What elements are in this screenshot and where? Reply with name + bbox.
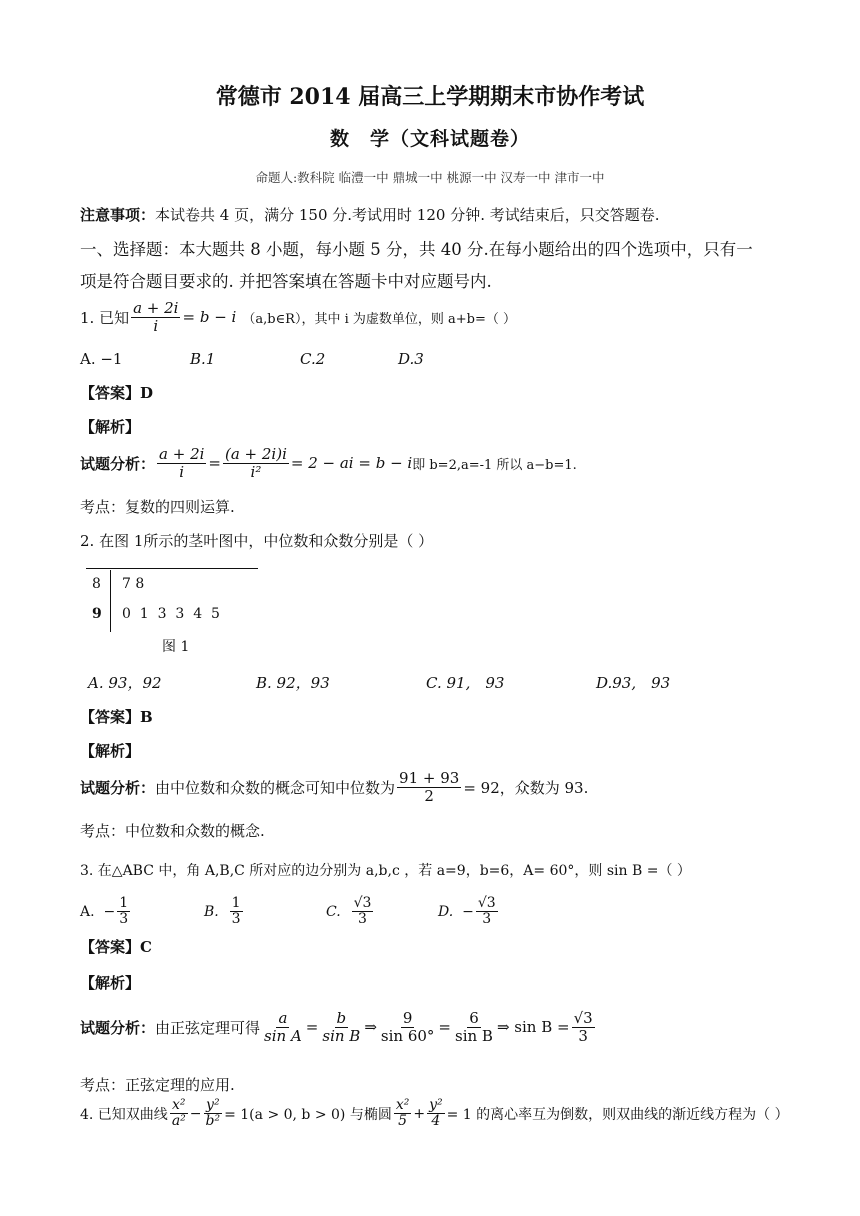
stem-row-1-leaves: 7 8 — [122, 576, 145, 592]
q4-mid: = 1(a > 0, b > 0) 与椭圆 — [224, 1106, 392, 1123]
option-frac — [476, 896, 498, 928]
q3-option-c — [326, 896, 375, 928]
notice-text: 本试卷共 4 页，满分 150 分.考试用时 120 分钟. 考试结束后，只交答题卷. — [155, 206, 660, 224]
kaodian-label: 考点： — [80, 498, 126, 516]
q4-frac-3 — [394, 1098, 412, 1130]
question-3: 3. 在△ABC 中，角 A,B,C 所对应的边分别为 a,b,c ，若 a=9，b=6，A= 60°，则 sin B =（ ） — [80, 863, 691, 879]
frac-den: b² — [205, 1113, 221, 1130]
stem-plot-hline — [86, 568, 258, 569]
section-line-1: 一、选择题：本大题共 8 小题，每小题 5 分，共 40 分.在每小题给出的四个选项中，只有一 — [80, 240, 753, 259]
frac-num: x² — [395, 1097, 410, 1113]
q2-option-b: B. 92，93 — [256, 674, 330, 692]
q2-analysis-label: 【解析】 — [80, 742, 141, 760]
q3-an-text: 由正弦定理可得 — [155, 1018, 261, 1037]
q2-analysis — [80, 770, 588, 804]
exam-authors: 命题人:教科院 临澧一中 鼎城一中 桃源一中 汉寿一中 津市一中 — [255, 170, 605, 185]
frac-num: y² — [206, 1097, 220, 1113]
question-1 — [80, 300, 516, 334]
frac-den: 2 — [424, 786, 434, 805]
q3-option-b — [204, 896, 245, 928]
answer-value: D — [140, 384, 154, 402]
q1-an-tail: 即 b=2,a=-1 所以 a−b=1. — [412, 457, 577, 473]
q2-option-d: D.93, 93 — [596, 674, 671, 692]
q1-analysis: 试题分析： $\frac{a + 2i}{i}$ = $\frac{(a + 2i)i}{\text{i²}}$ = 2 − ai = b − i 即 b=2,a=-1 所以 a−b=1. — [80, 445, 577, 481]
frac-num: a — [278, 1009, 288, 1027]
stem-row-2-stem: 9 — [92, 606, 102, 622]
stem-row-1-stem: 8 — [92, 576, 101, 592]
frac-num: √3 — [573, 1009, 593, 1027]
q1-an-frac-2 — [223, 446, 289, 480]
option-label: A. — [80, 903, 95, 920]
answer-value: B — [140, 708, 153, 726]
q4-frac-2 — [204, 1098, 223, 1130]
frac-den: 3 — [358, 911, 367, 928]
q1-condition: （a,b∈R），其中 i 为虚数单位，则 a+b=（ ） — [242, 311, 516, 327]
notice-label: 注意事项： — [80, 206, 156, 224]
q3-option-a — [80, 896, 132, 928]
option-label: C. — [326, 903, 341, 920]
frac-den: 4 — [431, 1113, 441, 1130]
frac-num: 9 — [402, 1009, 413, 1027]
q1-rhs: = b − i — [182, 308, 237, 326]
frac-num: (a + 2i)i — [224, 445, 287, 463]
q3-frac-2 — [320, 1010, 362, 1044]
frac-num: 6 — [469, 1009, 479, 1027]
frac-den: 5 — [398, 1113, 408, 1130]
q1-prefix: 1. 已知 — [80, 308, 130, 327]
answer-value: C — [140, 938, 152, 956]
question-2: 2. 在图 1所示的茎叶图中，中位数和众数分别是（ ） — [80, 532, 434, 550]
q4-frac-4 — [427, 1098, 445, 1130]
q3-analysis: 试题分析： 由正弦定理可得 $\frac{a}{\text{sin A}}$ = $\frac{b}{\text{sin B}}$ ⇒ $\frac{9}{\sin 60^\circ}$ = $\frac{6}{\text{sin B}}$ ⇒ sin B = $\frac{√3}{3}$ — [80, 1009, 593, 1045]
q2-an-text: 由中位数和众数的概念可知中位数为 — [155, 778, 396, 797]
stem-leaf-plot — [86, 564, 258, 634]
frac-den: a² — [171, 1113, 186, 1130]
figure-caption: 图 1 — [162, 639, 190, 655]
section-line-2: 项是符合题目要求的. 并把答案填在答题卡中对应题号内. — [80, 272, 492, 291]
frac-num: 91 + 93 — [399, 769, 460, 787]
q3-analysis-label: 【解析】 — [80, 974, 141, 992]
option-label: D. — [438, 903, 454, 920]
option-sign: − — [103, 903, 116, 920]
stem-row-2-leaves: 0 1 3 3 4 5 — [122, 606, 220, 622]
answer-label: 【答案】 — [80, 384, 141, 402]
q1-an-frac-1 — [157, 446, 206, 480]
option-frac — [352, 896, 374, 928]
frac-den: i — [179, 462, 185, 481]
q2-answer — [80, 706, 153, 727]
frac-den: i² — [250, 462, 262, 481]
q1-frac-num: a + 2i — [133, 299, 179, 317]
q2-option-a: A. 93，92 — [88, 674, 162, 692]
frac-den: 3 — [482, 911, 492, 928]
q4-prefix: 4. 已知双曲线 — [80, 1106, 168, 1123]
answer-label: 【答案】 — [80, 708, 141, 726]
option-frac — [230, 896, 243, 928]
q3-an-mid: ⇒ sin B = — [496, 1018, 570, 1036]
frac-den: sin B — [322, 1026, 361, 1045]
frac-den: 3 — [231, 911, 241, 928]
q1-kaodian — [80, 496, 235, 517]
frac-num: √3 — [353, 895, 372, 911]
q1-analysis-label: 【解析】 — [80, 418, 141, 436]
q2-an-tail: = 92，众数为 93. — [463, 778, 589, 797]
question-4: 4. 已知双曲线 $\frac{\text{x²}}{\text{a²}}$ − $\frac{\text{y²}}{\text{b²}}$ = 1(a > 0, b > 0) 与椭圆 $\frac{\text{x²}}{5}$ + $\frac{\text{y²}}{4}$ = 1 的离心率互为倒数，则双曲线的渐近线方程为（ ） — [80, 1097, 789, 1130]
kaodian-text: 正弦定理的应用. — [125, 1076, 235, 1094]
kaodian-text: 中位数和众数的概念. — [125, 822, 265, 840]
frac-num: a + 2i — [159, 445, 205, 463]
q3-frac-5 — [572, 1010, 595, 1044]
option-sign: − — [462, 903, 474, 920]
q3-option-d — [438, 896, 500, 928]
q1-option-c: C.2 — [300, 350, 326, 368]
q1-fraction — [131, 300, 180, 334]
frac-num: y² — [429, 1097, 443, 1113]
frac-num: x² — [172, 1097, 186, 1113]
q3-kaodian — [80, 1074, 235, 1095]
q1-option-d: D.3 — [398, 350, 424, 368]
q2-kaodian — [80, 820, 265, 841]
q4-frac-1 — [170, 1098, 188, 1130]
frac-num: 1 — [231, 895, 241, 911]
q1-an-rest: = 2 − ai = b − i — [290, 454, 413, 472]
option-label: B. — [204, 903, 219, 920]
q4-tail: = 1 的离心率互为倒数，则双曲线的渐近线方程为（ ） — [446, 1106, 789, 1123]
frac-den: sin A — [264, 1026, 302, 1045]
frac-den: 3 — [119, 911, 129, 928]
q1-option-b: B.1 — [190, 350, 216, 368]
q3-frac-3 — [379, 1010, 437, 1044]
q3-frac-1 — [262, 1010, 304, 1044]
analysis-prefix: 试题分析： — [80, 454, 156, 473]
answer-label: 【答案】 — [80, 938, 141, 956]
frac-den: sin B — [455, 1026, 493, 1045]
q1-answer — [80, 382, 153, 403]
frac-den: 3 — [578, 1026, 588, 1045]
q2-option-c: C. 91, 93 — [426, 674, 505, 692]
stem-plot-vline — [110, 570, 111, 632]
exam-title: 常德市 2014 届高三上学期期末市协作考试 — [215, 84, 645, 110]
q1-option-a: A. −1 — [80, 350, 123, 368]
exam-subtitle: 数 学（文科试题卷） — [329, 128, 530, 150]
frac-num: √3 — [477, 895, 496, 911]
q3-frac-4 — [453, 1010, 495, 1044]
analysis-prefix: 试题分析： — [80, 778, 156, 797]
frac-den: sin 60° — [380, 1026, 435, 1045]
kaodian-label: 考点： — [80, 822, 126, 840]
kaodian-label: 考点： — [80, 1076, 126, 1094]
analysis-prefix: 试题分析： — [80, 1018, 156, 1037]
option-frac — [117, 896, 130, 928]
frac-num: 1 — [119, 895, 129, 911]
frac-num: b — [336, 1009, 347, 1027]
q2-an-frac — [397, 770, 461, 804]
q1-frac-den: i — [153, 316, 159, 335]
notice — [80, 204, 660, 225]
q3-answer — [80, 936, 152, 957]
kaodian-text: 复数的四则运算. — [125, 498, 235, 516]
